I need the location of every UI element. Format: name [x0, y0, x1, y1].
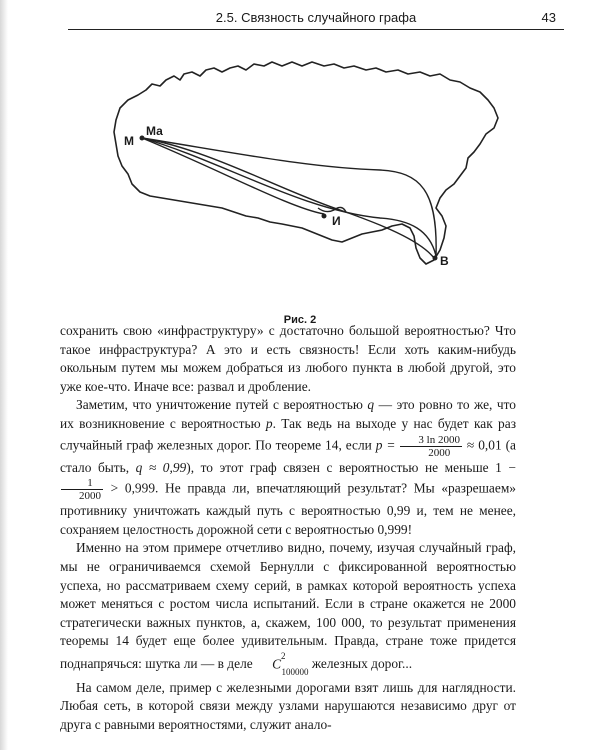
fraction-1-over-2000 — [61, 477, 103, 502]
node-v — [433, 256, 438, 261]
country-outline — [114, 62, 498, 264]
body-text — [60, 322, 516, 734]
fraction-denominator: 2000 — [79, 490, 101, 503]
city-label-i: И — [332, 214, 341, 228]
binomial-c: C — [272, 656, 281, 672]
railway-route-1 — [142, 138, 436, 256]
fraction-3ln2000 — [400, 434, 462, 459]
header-rule — [68, 29, 564, 30]
railway-route-3 — [142, 138, 436, 256]
page-edge-shadow — [0, 0, 8, 750]
paragraph-4: На самом деле, пример с железными дорогами взят лишь для наглядности. Любая сеть, в которой связи между узлами нарушаются независимо друг от друга с равными вероятностями, служит анало- — [60, 679, 516, 732]
paragraph-1: сохранить свою «инфраструктуру» с достаточно большой вероятностью? Что такое инфраструктура? А это и есть связность! Если хоть каким-нибудь окольным путем мы можем добраться из любого пункта в любой другой, это уже кое-что. Иначе все: развал и дробление. — [60, 323, 516, 394]
equation-p: p = — [375, 437, 396, 453]
city-label-ma: Ма — [146, 124, 163, 138]
city-label-m: М — [124, 134, 134, 148]
fraction-denominator: 2000 — [428, 446, 451, 459]
railway-route-4 — [142, 138, 324, 214]
p2-text-a: Заметим, что уничтожение путей с вероятностью — [76, 397, 363, 413]
p3-text-b: железных дорог... — [311, 655, 413, 671]
node-i — [322, 214, 327, 219]
p3-text-a: Именно на этом примере отчетливо видно, почему, изучая случайный граф, мы не ограничиваемся схемой Бернулли с фиксированной вероятностью успеха, но рассматриваем схему серий, в рамках которой вероятность успеха может меняться с ростом числа испытаний. Если в стране окажется не 2000 стратегически важных пунктов, а, скажем, 100 000, то результат применения теоремы 14 будет еще более удивительным. Правда, стране тоже придется поднапрячься: шутка ли — в деле — [60, 540, 516, 671]
running-header — [68, 8, 564, 32]
paragraph-2 — [60, 396, 516, 539]
figure-russia-railway-map — [80, 40, 520, 326]
page-number: 43 — [541, 10, 556, 25]
var-q: q — [367, 397, 375, 413]
p2-text-d: ), то этот граф связен с вероятностью не меньше 1 − — [186, 459, 516, 475]
binomial-coefficient — [256, 651, 308, 679]
fraction-numerator: 3 ln 2000 — [400, 434, 462, 447]
p2-text-c: . Так ведь на выходе у нас будет как раз случайный граф железных дорог. По теореме 14, если — [60, 415, 516, 453]
figure-caption: Рис. 2 — [283, 314, 317, 326]
p2-text-e: > 0,999. Не правда ли, впечатляющий результат? Мы «разрешаем» противнику уничтожать каждый путь с вероятностью 0,99 и, тем не менее, сохраняем целостность дорожной сети с вероятностью 0,999! — [60, 480, 516, 537]
paragraph-3 — [60, 539, 516, 678]
p2-eq1-right: ≈ 0,01 (а стало быть, — [60, 437, 516, 475]
running-title: 2.5. Связность случайного графа — [215, 10, 417, 25]
fraction-numerator: 1 — [61, 477, 103, 490]
equation-q: q ≈ 0,99 — [135, 459, 187, 475]
node-m — [140, 136, 145, 141]
p2-text-b: — это ровно то же, что их возникновение с вероятностью — [60, 397, 517, 431]
binomial-sup: 2 — [281, 650, 286, 661]
railway-route-2 — [142, 138, 434, 258]
binomial-sub: 100000 — [281, 667, 309, 678]
var-p: p — [265, 415, 273, 431]
russia-map-illustration — [80, 40, 520, 300]
city-label-v: В — [440, 254, 449, 268]
